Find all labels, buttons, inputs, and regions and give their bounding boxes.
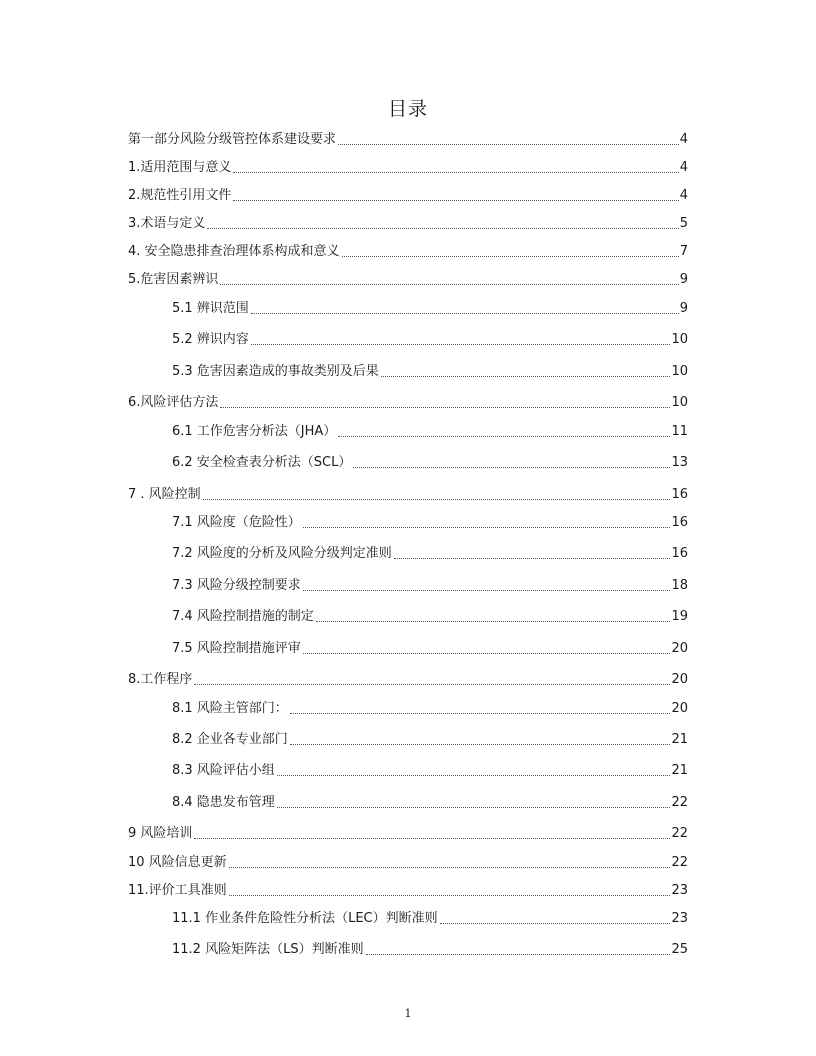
dot-leader [290, 712, 671, 714]
dot-leader [381, 375, 671, 377]
toc-subentry[interactable] [172, 762, 688, 780]
toc-entry-page: 22 [671, 795, 688, 810]
toc-entry-label: 7.2 风险度的分析及风险分级判定准则 [172, 546, 392, 561]
toc-entry-label: 7.5 风险控制措施评审 [172, 641, 301, 656]
toc-entry-page: 10 [671, 395, 688, 410]
toc-entry-label: 8.4 隐患发布管理 [172, 795, 275, 810]
dot-leader [194, 837, 670, 839]
toc-entry-label: 7.1 风险度（危险性） [172, 515, 301, 530]
toc-entry-page: 16 [671, 487, 688, 502]
toc-entry-page: 18 [671, 578, 688, 593]
toc-entry[interactable] [128, 187, 688, 205]
toc-subentry[interactable] [172, 608, 688, 626]
toc-subentry[interactable] [172, 545, 688, 563]
dot-leader [303, 526, 671, 528]
toc-subentry[interactable] [172, 363, 688, 381]
toc-entry-page: 9 [679, 272, 688, 287]
toc-title: 目录 [387, 98, 428, 120]
toc-entry-page: 20 [671, 701, 688, 716]
toc-entry-page: 22 [671, 855, 688, 870]
toc-entry-label: 3.术语与定义 [128, 216, 206, 231]
toc-entry[interactable] [128, 882, 688, 900]
toc-entry[interactable] [128, 271, 688, 289]
toc-entry[interactable] [128, 486, 688, 504]
dot-leader [316, 620, 671, 622]
toc-subentry[interactable] [172, 640, 688, 658]
toc-entry-page: 9 [679, 301, 688, 316]
toc-entry-page: 11 [671, 424, 688, 439]
dot-leader [251, 312, 679, 314]
toc-entry-page: 25 [671, 942, 688, 957]
dot-leader [220, 406, 670, 408]
dot-leader [303, 589, 671, 591]
toc-entry[interactable] [128, 394, 688, 412]
toc-subentry[interactable] [172, 700, 688, 718]
dot-leader [366, 953, 671, 955]
toc-entry-page: 19 [671, 609, 688, 624]
toc-subentry[interactable] [172, 514, 688, 532]
toc-entry-page: 16 [671, 515, 688, 530]
toc-entry[interactable] [128, 854, 688, 872]
toc-entry-label: 7 . 风险控制 [128, 487, 201, 502]
dot-leader [440, 922, 671, 924]
dot-leader [251, 343, 671, 345]
toc-entry-label: 6.2 安全检查表分析法（SCL） [172, 455, 352, 470]
toc-entry-page: 20 [671, 641, 688, 656]
toc-entry-page: 10 [671, 364, 688, 379]
dot-leader [207, 227, 678, 229]
toc-subentry[interactable] [172, 794, 688, 812]
toc-subentry[interactable] [172, 423, 688, 441]
dot-leader [277, 774, 671, 776]
toc-entry-page: 21 [671, 732, 688, 747]
dot-leader [233, 171, 678, 173]
toc-entry[interactable] [128, 243, 688, 261]
dot-leader [342, 255, 679, 257]
dot-leader [194, 683, 670, 685]
page-number: 1 [404, 1007, 412, 1020]
toc-entry-label: 9 风险培训 [128, 826, 193, 841]
toc-subentry[interactable] [172, 731, 688, 749]
toc-entry-label: 第一部分风险分级管控体系建设要求 [128, 132, 337, 147]
toc-entry-label: 10 风险信息更新 [128, 855, 227, 870]
toc-entry[interactable] [128, 215, 688, 233]
toc-entry[interactable] [128, 825, 688, 843]
toc-entry-label: 11.2 风险矩阵法（LS）判断准则 [172, 942, 364, 957]
dot-leader [233, 199, 678, 201]
toc-subentry[interactable] [172, 300, 688, 318]
toc-entry-label: 6.风险评估方法 [128, 395, 219, 410]
dot-leader [277, 806, 671, 808]
toc-subentry[interactable] [172, 454, 688, 472]
toc-subentry[interactable] [172, 910, 688, 928]
toc-entry-page: 16 [671, 546, 688, 561]
dot-leader [290, 743, 671, 745]
toc-entry-label: 4. 安全隐患排查治理体系构成和意义 [128, 244, 340, 259]
toc-entry-label: 8.1 风险主管部门： [172, 701, 288, 716]
toc-entry-label: 8.2 企业各专业部门 [172, 732, 288, 747]
toc-entry[interactable] [128, 159, 688, 177]
dot-leader [338, 435, 670, 437]
toc-entry[interactable] [128, 671, 688, 689]
toc-entry-label: 11.1 作业条件危险性分析法（LEC）判断准则 [172, 911, 438, 926]
toc-entry-label: 5.危害因素辨识 [128, 272, 219, 287]
toc-entry-page: 21 [671, 763, 688, 778]
dot-leader [338, 143, 679, 145]
toc-entry-label: 5.2 辨识内容 [172, 332, 249, 347]
toc-entry-label: 7.4 风险控制措施的制定 [172, 609, 314, 624]
toc-entry-label: 5.3 危害因素造成的事故类别及后果 [172, 364, 379, 379]
dot-leader [229, 866, 671, 868]
toc-entry-page: 5 [679, 216, 688, 231]
toc-entry[interactable] [128, 131, 688, 149]
toc-entry-page: 4 [679, 160, 688, 175]
toc-entry-label: 8.工作程序 [128, 672, 193, 687]
dot-leader [353, 466, 670, 468]
toc-entry-label: 1.适用范围与意义 [128, 160, 232, 175]
toc-subentry[interactable] [172, 331, 688, 349]
toc-entry-label: 7.3 风险分级控制要求 [172, 578, 301, 593]
toc-entry-page: 4 [679, 132, 688, 147]
dot-leader [203, 498, 671, 500]
dot-leader [394, 557, 671, 559]
toc-entry-label: 8.3 风险评估小组 [172, 763, 275, 778]
toc-entry-label: 11.评价工具准则 [128, 883, 227, 898]
toc-entry-page: 10 [671, 332, 688, 347]
toc-entry-page: 13 [671, 455, 688, 470]
toc-entry-page: 22 [671, 826, 688, 841]
toc-entry-label: 5.1 辨识范围 [172, 301, 249, 316]
toc-entry-label: 6.1 工作危害分析法（JHA） [172, 424, 337, 439]
toc-subentry[interactable] [172, 577, 688, 595]
dot-leader [229, 894, 671, 896]
toc-entry-page: 7 [679, 244, 688, 259]
toc-entry-page: 20 [671, 672, 688, 687]
toc-entry-label: 2.规范性引用文件 [128, 188, 232, 203]
dot-leader [220, 283, 678, 285]
toc-entry-page: 4 [679, 188, 688, 203]
dot-leader [303, 652, 671, 654]
toc-entry-page: 23 [671, 911, 688, 926]
toc-entry-page: 23 [671, 883, 688, 898]
toc-subentry[interactable] [172, 941, 688, 959]
